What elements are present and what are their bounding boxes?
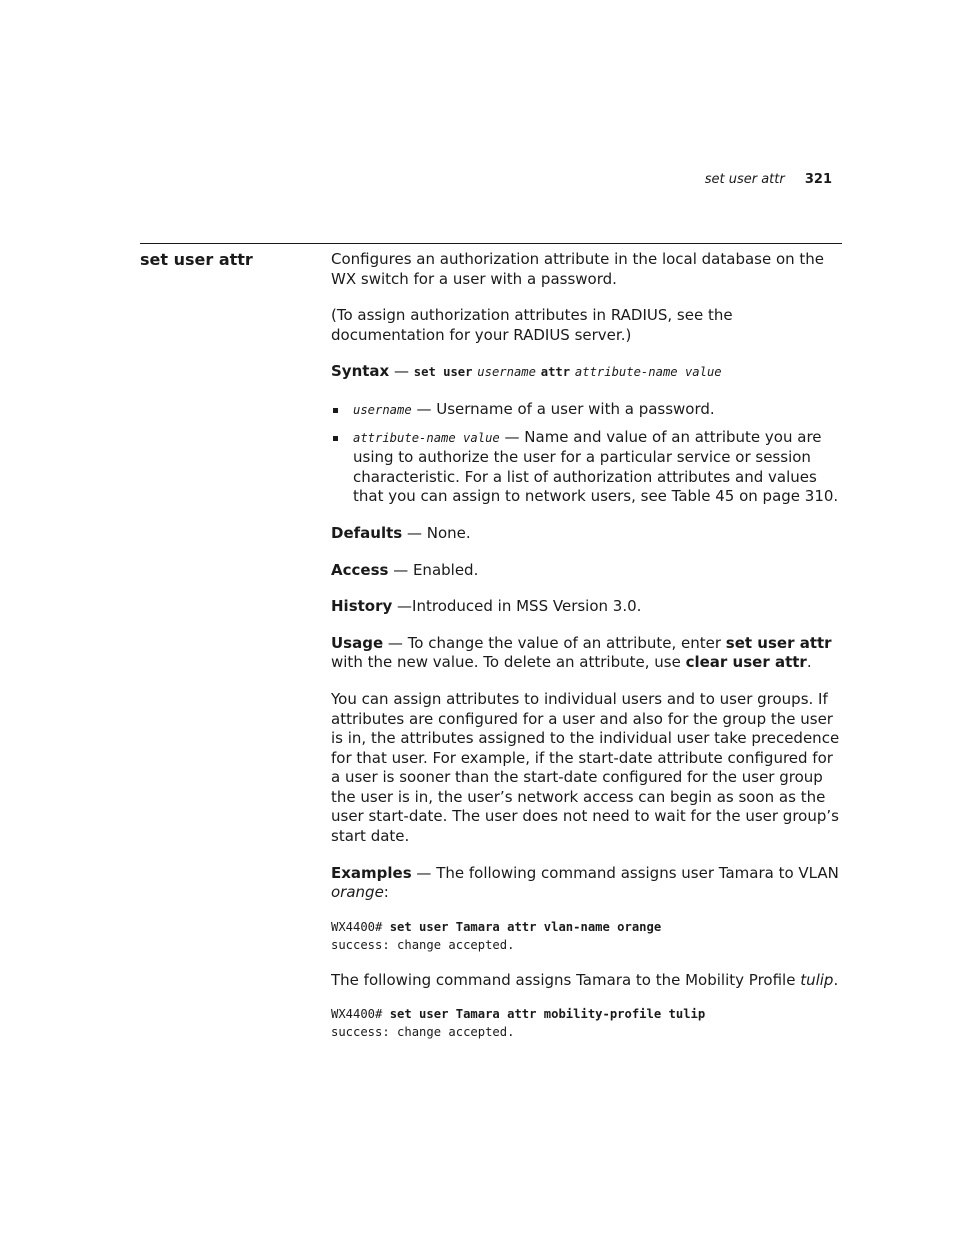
cli-output: success: change accepted. bbox=[331, 937, 515, 952]
access-text: — Enabled. bbox=[388, 560, 479, 579]
syntax-cmd-1: set user bbox=[413, 365, 473, 380]
running-header bbox=[705, 172, 832, 188]
examples-text: The following command assigns Tamara to the Mobility Profile bbox=[331, 970, 801, 989]
defaults-text: — None. bbox=[402, 523, 471, 542]
usage-text: — To change the value of an attribute, enter bbox=[383, 633, 726, 652]
section-divider bbox=[140, 243, 842, 244]
cli-prompt: WX4400# bbox=[331, 919, 390, 934]
history-text: —Introduced in MSS Version 3.0. bbox=[392, 597, 642, 616]
examples-text: . bbox=[833, 970, 839, 989]
syntax-arg-2: attribute-name value bbox=[574, 365, 722, 380]
cli-command: set user Tamara attr mobility-profile tulip bbox=[389, 1007, 706, 1022]
param-name: username bbox=[353, 402, 412, 417]
vlan-name: orange bbox=[331, 883, 384, 902]
section-heading: set user attr bbox=[140, 250, 253, 269]
section-content bbox=[331, 250, 841, 1058]
usage-label: Usage bbox=[331, 633, 384, 652]
access-line bbox=[331, 561, 841, 581]
cli-command: set user Tamara attr vlan-name orange bbox=[389, 919, 662, 934]
syntax-cmd-2: attr bbox=[540, 365, 571, 380]
parameter-list bbox=[331, 400, 841, 507]
usage-detail-paragraph: You can assign attributes to individual users and to user groups. If attributes are configured for a user and also for the group the user is in, the attributes assigned to the individual user take precedence for that user. For example, if the start-date attribute configured for a user is sooner than the start-date configured for the user group the user is in, the user’s network access can begin as soon as the user start-date. The user does not need to wait for the user group’s start date. bbox=[331, 689, 840, 846]
usage-text: with the new value. To delete an attribute, use bbox=[331, 653, 686, 672]
param-desc: — Name and value of an attribute you are using to authorize the user for a particular service or session characteristic. For a list of authorization attributes and values that you can assign to network users, see Table 45 on page 310. bbox=[353, 427, 839, 506]
code-block-mobility bbox=[331, 1005, 841, 1041]
running-title: set user attr bbox=[704, 172, 785, 187]
code-block-vlan bbox=[331, 918, 841, 954]
examples-label: Examples bbox=[331, 863, 412, 882]
usage-text: . bbox=[806, 653, 812, 672]
list-item bbox=[331, 400, 841, 421]
usage-cmd-clear: clear user attr bbox=[685, 653, 807, 672]
examples-text: : bbox=[383, 883, 389, 902]
cli-output: success: change accepted. bbox=[331, 1025, 515, 1040]
defaults-line bbox=[331, 524, 841, 544]
list-item bbox=[331, 428, 841, 507]
defaults-label: Defaults bbox=[331, 523, 403, 542]
profile-name: tulip bbox=[800, 970, 834, 989]
syntax-arg-1: username bbox=[477, 365, 536, 380]
examples-text: — The following command assigns user Tamara to VLAN bbox=[411, 863, 839, 882]
syntax-line bbox=[331, 362, 841, 383]
intro-paragraph: Configures an authorization attribute in the local database on the WX switch for a user with a password. bbox=[331, 250, 825, 288]
param-desc: — Username of a user with a password. bbox=[411, 399, 715, 418]
usage-cmd-set: set user attr bbox=[725, 633, 832, 652]
mobility-example-paragraph bbox=[331, 971, 841, 991]
history-label: History bbox=[331, 597, 393, 616]
radius-note-paragraph: (To assign authorization attributes in RADIUS, see the documentation for your RADIUS server.) bbox=[331, 306, 733, 344]
access-label: Access bbox=[331, 560, 389, 579]
param-name: attribute-name value bbox=[353, 430, 500, 445]
cli-prompt: WX4400# bbox=[331, 1007, 390, 1022]
syntax-label: Syntax bbox=[331, 362, 390, 381]
usage-paragraph bbox=[331, 634, 841, 673]
history-line bbox=[331, 597, 841, 617]
syntax-sep: — bbox=[389, 362, 414, 381]
page-number: 321 bbox=[804, 172, 832, 187]
examples-paragraph bbox=[331, 864, 841, 903]
